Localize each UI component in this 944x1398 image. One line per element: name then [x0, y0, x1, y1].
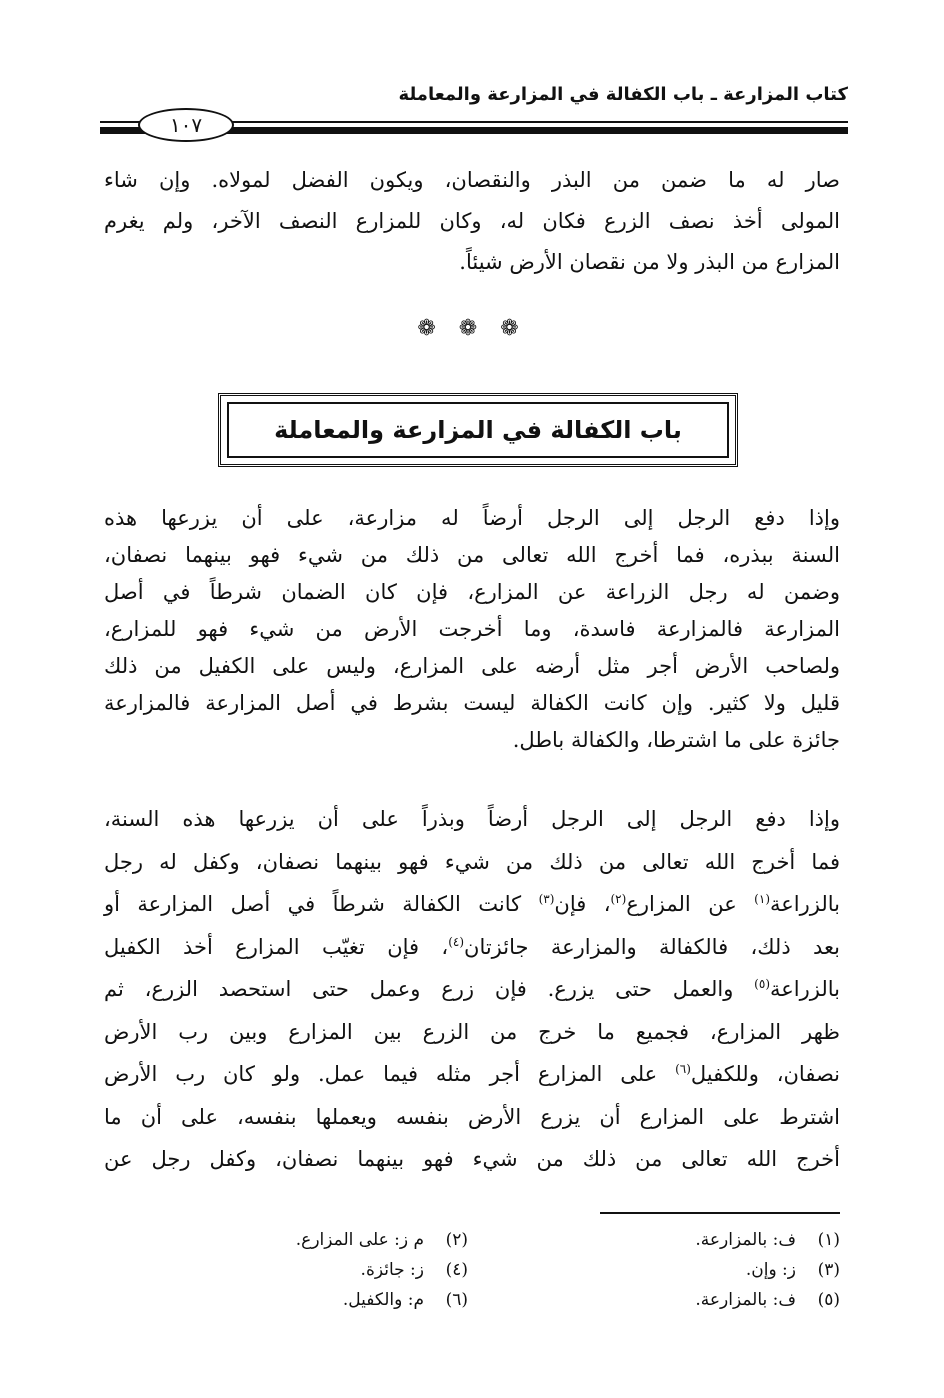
paragraph-1 [104, 160, 840, 283]
section-title: باب الكفالة في المزارعة والمعاملة [227, 402, 729, 458]
text-line: المزارعة فالمزارعة فاسدة، وما أخرجت الأرض من شيء فهو للمزارع، [104, 617, 840, 641]
text-segment: ، فإن تغيّب المزارع أخذ الكفيل [104, 934, 449, 959]
text-segment: والعمل حتى يزرع. فإن زرع وعمل حتى استحصد الزرع، ثم [104, 977, 755, 1001]
text-line: قليل ولا كثير. وإن كانت الكفالة ليست بشرط في أصل المزارعة فالمزارعة [104, 691, 840, 715]
footnote-number: (٥) [817, 1290, 840, 1310]
text-line: صار له ما ضمن من البذر والنقصان، ويكون الفضل لمولاه. وإن شاء [104, 168, 840, 192]
section-separator: ❁ ❁ ❁ [417, 316, 527, 341]
footnote-4 [296, 1255, 468, 1285]
footnote-text: ز: وإن. [745, 1260, 796, 1280]
text-line: فما أخرج الله تعالى من ذلك من شيء فهو بينهما نصفان، وكفل له رجل [104, 849, 840, 874]
footnote-5 [695, 1285, 840, 1315]
footnote-1 [695, 1225, 840, 1255]
footnotes-right-column [695, 1225, 840, 1315]
text-segment: بعد ذلك، فالكفالة والمزارعة جائزتان [464, 934, 840, 959]
text-segment: كانت الكفالة شرطاً في أصل المزارعة أو [104, 892, 539, 916]
footnote-number: (٢) [445, 1230, 468, 1250]
footnote-ref[interactable]: (٤) [448, 934, 465, 949]
text-line: وإذا دفع الرجل إلى الرجل أرضاً له مزارعة، على أن يزرعها هذه [104, 506, 840, 530]
text-line: أخرج الله تعالى من ذلك من شيء فهو بينهما نصفان، وكفل رجل عن [104, 1147, 840, 1171]
text-line: المولى أخذ نصف الزرع فكان له، وكان للمزارع النصف الآخر، ولم يغرم [104, 209, 840, 233]
text-line [104, 968, 840, 1011]
paragraph-2 [104, 500, 840, 759]
footnote-ref[interactable]: (٣) [538, 892, 555, 906]
footnote-ref[interactable]: (٢) [610, 892, 627, 906]
footnote-number: (٦) [445, 1290, 468, 1310]
paragraph-3 [104, 798, 840, 1181]
text-segment: بالزراعة [770, 892, 840, 916]
text-line: جائزة على ما اشترطا، والكفالة باطل. [512, 728, 840, 752]
footnote-text: ز: جائزة. [360, 1260, 424, 1280]
text-line [104, 926, 840, 969]
footnote-ref[interactable]: (٦) [675, 1062, 691, 1076]
footnote-6 [296, 1285, 468, 1315]
footnote-2 [296, 1225, 468, 1255]
footnote-3 [695, 1255, 840, 1285]
footnote-text: م ز: على المزارع. [295, 1230, 424, 1250]
footnote-text: ف: بالمزارعة. [695, 1230, 796, 1250]
text-segment: بالزراعة [770, 977, 840, 1001]
page-number: ١٠٧ [138, 108, 234, 142]
footnote-number: (٤) [445, 1260, 468, 1280]
footnote-text: م: والكفيل. [342, 1290, 424, 1310]
footnote-divider [600, 1212, 840, 1214]
footnote-ref[interactable]: (١) [754, 892, 770, 906]
text-segment: ، فإن [554, 892, 611, 916]
text-line: المزارع من البذر ولا من نقصان الأرض شيئاً. [459, 250, 840, 274]
text-line: ولصاحب الأرض أجر مثل أرضه على المزارع، وليس على الكفيل من ذلك [104, 654, 840, 678]
footnote-number: (١) [817, 1230, 840, 1250]
text-segment: على المزارع أجر مثله فيما عمل. ولو كان رب الأرض [104, 1062, 676, 1086]
running-header-title: كتاب المزارعة ـ باب الكفالة في المزارعة والمعاملة [398, 84, 848, 105]
section-title-frame [218, 393, 738, 467]
text-line: ظهر المزارع، فجميع ما خرج من الزرع بين المزارع وبين رب الأرض [104, 1019, 840, 1044]
footnote-ref[interactable]: (٥) [754, 977, 770, 991]
text-line: السنة ببذره، فما أخرج الله تعالى من ذلك من شيء فهو بينهما نصفان، [104, 543, 840, 567]
text-line [104, 883, 840, 926]
text-line: وإذا دفع الرجل إلى الرجل أرضاً وبذراً على أن يزرعها هذه السنة، [104, 807, 840, 831]
text-line: اشترط على المزارع أن يزرع الأرض بنفسه ويعملها بنفسه، على أن ما [104, 1104, 840, 1129]
footnote-text: ف: بالمزارعة. [695, 1290, 796, 1310]
footnotes-left-column [296, 1225, 468, 1315]
text-segment: عن المزارع [626, 892, 755, 916]
text-segment: نصفان، وللكفيل [690, 1062, 840, 1086]
text-line [104, 1053, 840, 1096]
footnote-number: (٣) [817, 1260, 840, 1280]
text-line: وضمن له رجل الزراعة عن المزارع، فإن كان الضمان شرطاً في أصل [104, 580, 840, 604]
